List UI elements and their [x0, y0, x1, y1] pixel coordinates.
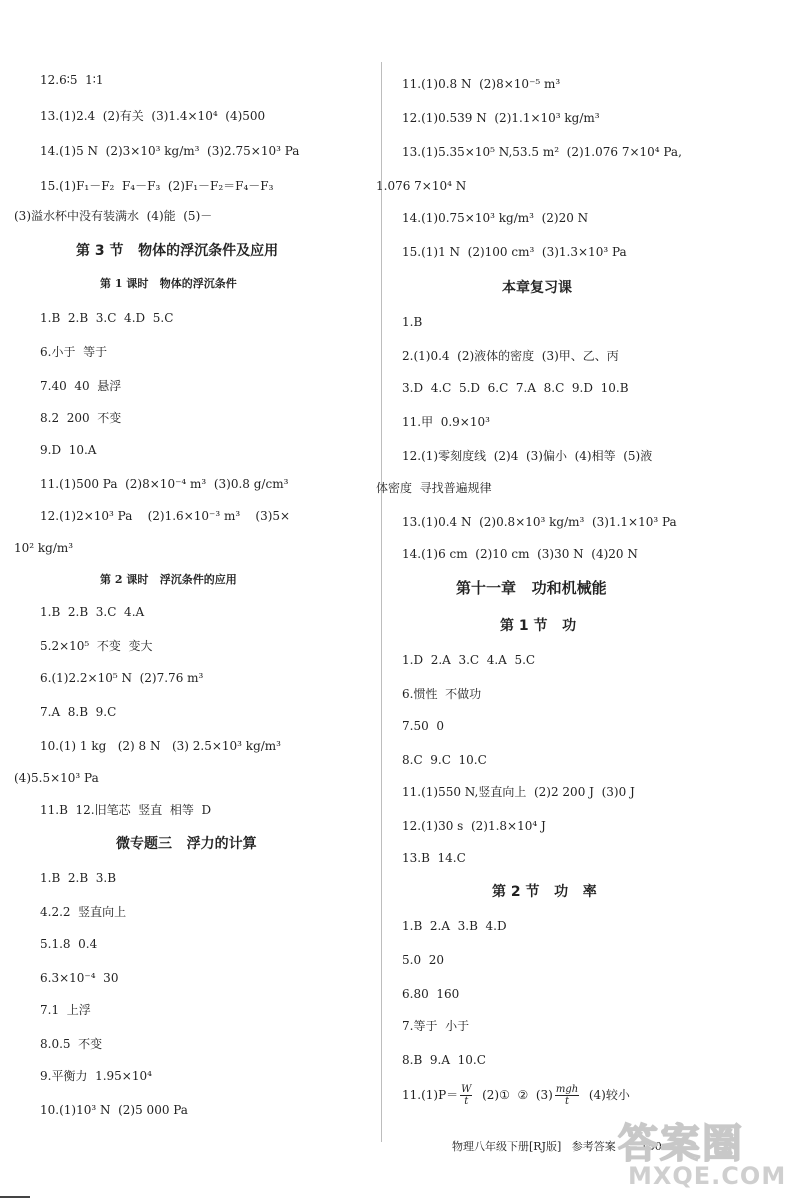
fraction-w-over-t: $\frac{W}{t}$	[461, 1084, 472, 1107]
answer-line: 15.(1)F₁－F₂ F₄－F₃ (2)F₁－F₂＝F₄－F₃	[40, 179, 274, 193]
answer-line: 5.2×10⁵ 不变 变大	[40, 639, 153, 653]
answer-line: 6.80 160	[402, 987, 460, 1001]
answer-line: 7.A 8.B 9.C	[40, 705, 117, 719]
answer-line: 10.(1)10³ N (2)5 000 Pa	[40, 1103, 188, 1117]
answer-line: (3)溢水杯中没有装满水 (4)能 (5)－	[14, 209, 213, 223]
section-heading: 微专题三 浮力的计算	[116, 836, 257, 852]
section-heading: 第 2 节 功 率	[492, 884, 597, 900]
answer-line: (4)5.5×10³ Pa	[14, 771, 99, 785]
answer-line: 7.40 40 悬浮	[40, 379, 122, 393]
answer-line: 11.(1)550 N,竖直向上 (2)2 200 J (3)0 J	[402, 785, 635, 799]
watermark-logo	[610, 1112, 790, 1194]
answer-line: 11.(1)500 Pa (2)8×10⁻⁴ m³ (3)0.8 g/cm³	[40, 477, 289, 491]
section-heading: 第 1 节 功	[500, 618, 577, 634]
answer-line: 13.(1)0.4 N (2)0.8×10³ kg/m³ (3)1.1×10³ Pa	[402, 515, 677, 529]
bottom-edge-mark	[0, 1196, 30, 1198]
answer-line: 11.B 12.旧笔芯 竖直 相等 D	[40, 803, 212, 817]
watermark-glyphs: 答案圈	[618, 1121, 744, 1167]
answer-line: 10² kg/m³	[14, 541, 74, 555]
formula-prefix: 11.(1)P＝	[402, 1088, 459, 1102]
answer-line: 13.B 14.C	[402, 851, 466, 865]
answer-line: 1.B	[402, 315, 423, 329]
answer-line: 12.(1)0.539 N (2)1.1×10³ kg/m³	[402, 111, 600, 125]
answer-line: 5.0 20	[402, 953, 444, 967]
answer-line: 9.D 10.A	[40, 443, 97, 457]
answer-line: 9.平衡力 1.95×10⁴	[40, 1069, 152, 1083]
section-heading: 第 3 节 物体的浮沉条件及应用	[76, 243, 279, 259]
formula-suffix: (4)较小	[581, 1088, 630, 1102]
answer-line: 1.B 2.B 3.B	[40, 871, 117, 885]
section-heading: 本章复习课	[502, 280, 572, 296]
answer-line: 14.(1)6 cm (2)10 cm (3)30 N (4)20 N	[402, 547, 638, 561]
answer-line: 13.(1)5.35×10⁵ N,53.5 m² (2)1.076 7×10⁴ Pa,	[402, 145, 682, 159]
answer-line: 7.等于 小于	[402, 1019, 470, 1033]
answer-line: 13.(1)2.4 (2)有关 (3)1.4×10⁴ (4)500	[40, 109, 266, 123]
page-footer: 物理八年级下册[RJ版] 参考答案 — 150 —	[452, 1140, 677, 1153]
answer-line: 12.6∶5 1∶1	[40, 73, 104, 87]
answer-line: 1.D 2.A 3.C 4.A 5.C	[402, 653, 536, 667]
answer-line: 12.(1)2×10³ Pa (2)1.6×10⁻³ m³ (3)5×	[40, 509, 291, 523]
section-heading: 第 1 课时 物体的浮沉条件	[100, 277, 237, 290]
answer-line: 10.(1) 1 kg (2) 8 N (3) 2.5×10³ kg/m³	[40, 739, 281, 753]
answer-line: 8.C 9.C 10.C	[402, 753, 487, 767]
answer-line: 体密度 寻找普遍规律	[376, 481, 492, 495]
answer-line: 11.甲 0.9×10³	[402, 415, 490, 429]
answer-line: 12.(1)30 s (2)1.8×10⁴ J	[402, 819, 546, 833]
answer-line: 1.B 2.B 3.C 4.A	[40, 605, 145, 619]
answer-line: 8.2 200 不变	[40, 411, 122, 425]
fraction-mgh-over-t: $\frac{\text{mgh}}{t}$	[555, 1084, 579, 1107]
formula-line	[402, 1084, 630, 1107]
answer-line: 6.3×10⁻⁴ 30	[40, 971, 119, 985]
answer-line: 8.B 9.A 10.C	[402, 1053, 486, 1067]
answer-line: 7.50 0	[402, 719, 444, 733]
answer-line: 5.1.8 0.4	[40, 937, 98, 951]
answer-line: 14.(1)0.75×10³ kg/m³ (2)20 N	[402, 211, 589, 225]
section-heading: 第十一章 功和机械能	[456, 579, 607, 597]
answer-line: 1.B 2.B 3.C 4.D 5.C	[40, 311, 174, 325]
answer-line: 15.(1)1 N (2)100 cm³ (3)1.3×10³ Pa	[402, 245, 627, 259]
answer-line: 12.(1)零刻度线 (2)4 (3)偏小 (4)相等 (5)液	[402, 449, 653, 463]
answer-line: 8.0.5 不变	[40, 1037, 103, 1051]
answer-line: 3.D 4.C 5.D 6.C 7.A 8.C 9.D 10.B	[402, 381, 629, 395]
watermark-url: MXQE.COM	[628, 1162, 787, 1190]
formula-middle: (2)① ② (3)	[474, 1088, 553, 1102]
answer-line: 14.(1)5 N (2)3×10³ kg/m³ (3)2.75×10³ Pa	[40, 144, 300, 158]
column-divider	[381, 62, 382, 1142]
answer-line: 6.惯性 不做功	[402, 687, 482, 701]
answer-line: 6.(1)2.2×10⁵ N (2)7.76 m³	[40, 671, 204, 685]
answer-line: 2.(1)0.4 (2)液体的密度 (3)甲、乙、丙	[402, 349, 619, 363]
answer-line: 11.(1)0.8 N (2)8×10⁻⁵ m³	[402, 77, 561, 91]
answer-line: 4.2.2 竖直向上	[40, 905, 127, 919]
answer-line: 6.小于 等于	[40, 345, 108, 359]
section-heading: 第 2 课时 浮沉条件的应用	[100, 573, 237, 586]
answer-line: 1.076 7×10⁴ N	[376, 179, 467, 193]
answer-line: 7.1 上浮	[40, 1003, 91, 1017]
answer-line: 1.B 2.A 3.B 4.D	[402, 919, 507, 933]
